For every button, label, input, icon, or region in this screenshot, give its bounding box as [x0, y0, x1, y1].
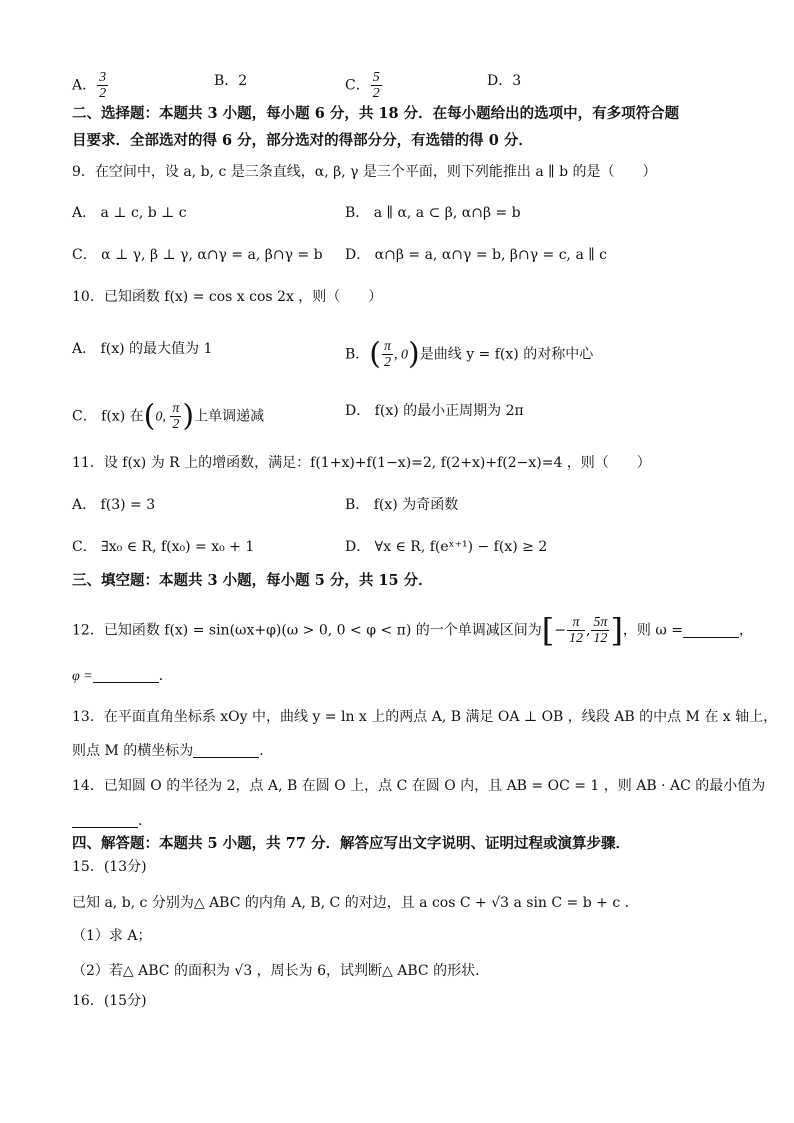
q12-tail1: ，则 ω =: [622, 622, 683, 639]
q12-stem: 12．已知函数 f(x) = sin(ωx+φ)(ω > 0, 0 < φ < π) 的一个单调减区间为: [72, 622, 542, 639]
q9-option-d: D． α∩β = a, α∩γ = b, β∩γ = c, a ∥ c: [345, 247, 607, 263]
answer-blank[interactable]: [193, 743, 259, 758]
numerator: π: [384, 339, 392, 354]
fraction: [567, 615, 585, 646]
q10-option-b: [345, 336, 594, 372]
q10-option-c-head: 0,: [155, 409, 170, 425]
denominator: 12: [568, 631, 583, 646]
left-paren: (: [369, 336, 382, 372]
right-paren: ): [408, 336, 420, 372]
q12-line2-lead: φ =: [72, 669, 93, 684]
q14-line2: [72, 811, 152, 831]
fraction: [382, 339, 393, 370]
q10-option-c-label: C． f(x) 在: [72, 408, 144, 425]
q13-line2-text: 则点 M 的横坐标为: [72, 743, 194, 759]
q9-option-c: C． α ⊥ γ, β ⊥ γ, α∩γ = a, β∩γ = b: [72, 247, 323, 263]
q15-part2: （2）若△ ABC 的面积为 √3 ，周长为 6，试判断△ ABC 的形状．: [72, 963, 490, 979]
q10-option-a: A． f(x) 的最大值为 1: [72, 341, 213, 357]
numerator: 5: [372, 70, 380, 85]
numerator: 3: [99, 70, 107, 85]
left-bracket: [: [541, 611, 555, 650]
q15-stem: 已知 a, b, c 分别为△ ABC 的内角 A, B, C 的对边，且 a cos C + √3 a sin C = b + c ．: [72, 895, 639, 911]
q14-line1: 14．已知圆 O 的半径为 2，点 A, B 在圆 O 上，点 C 在圆 O 内，且 AB = OC = 1 ，则 AB · AC 的最小值为: [72, 778, 766, 794]
section3-title: 三、填空题：本题共 3 小题，每小题 5 分，共 15 分．: [72, 572, 433, 589]
q10-option-d: D． f(x) 的最小正周期为 2π: [345, 403, 524, 419]
q8-option-c: [345, 70, 383, 101]
q10-option-c: [72, 398, 265, 434]
q13-line1: 13．在平面直角坐标系 xOy 中，曲线 y = ln x 上的两点 A, B 满足 OA ⊥ OB ，线段 AB 的中点 M 在 x 轴上，: [72, 709, 778, 725]
fraction: [97, 70, 108, 101]
denominator: 12: [593, 631, 608, 646]
q10-option-c-text: 上单调递减: [194, 408, 265, 425]
q11-option-c: C． ∃x₀ ∈ R, f(x₀) = x₀ + 1: [72, 539, 255, 555]
q11-stem: 11．设 f(x) 为 R 上的增函数，满足：f(1+x)+f(1−x)=2, f(2+x)+f(2−x)=4 ，则（ ）: [72, 455, 651, 471]
q16-head: 16．(15分): [72, 993, 147, 1009]
q10-option-b-tail: , 0: [394, 347, 409, 363]
q10-option-b-label: B．: [345, 346, 370, 363]
q11-option-d: D． ∀x ∈ R, f(eˣ⁺¹) − f(x) ≥ 2: [345, 539, 548, 555]
numerator: 5π: [593, 615, 608, 630]
answer-blank[interactable]: [683, 623, 739, 638]
q8-option-a: [72, 70, 109, 101]
q13-line2: [72, 741, 273, 761]
q11-option-a: A． f(3) = 3: [72, 497, 156, 513]
numerator: π: [172, 401, 180, 416]
q15-head: 15．(13分): [72, 859, 147, 875]
q11-option-b: B． f(x) 为奇函数: [345, 497, 459, 513]
left-paren: (: [143, 398, 156, 434]
q8-option-d: D．3: [487, 73, 522, 89]
right-paren: ): [182, 398, 195, 434]
q8-option-a-label: A．: [72, 77, 97, 94]
denominator: 2: [384, 355, 392, 370]
section4-title: 四、解答题：本题共 5 小题，共 77 分．解答应写出文字说明、证明过程或演算步骤．: [72, 835, 630, 852]
q13-line2-end: ．: [259, 743, 274, 759]
q10-stem: 10．已知函数 f(x) = cos x cos 2x ，则（ ）: [72, 289, 383, 305]
fraction: [591, 615, 609, 646]
q8-option-c-label: C．: [345, 77, 370, 94]
q12-line2-end: ．: [158, 668, 173, 684]
q12-line1: 12．已知函数 f(x) = sin(ωx+φ)(ω > 0, 0 < φ < π) 的一个单调减区间为[− $\frac{\pi}{12}$ , $\frac{5\pi}{12}$ ]，则 ω = ，: [72, 611, 753, 650]
answer-blank[interactable]: [93, 668, 159, 683]
fraction: [170, 401, 181, 432]
section2-line1: 二、选择题：本题共 3 小题，每小题 6 分，共 18 分．在每小题给出的选项中，有多项符合题: [72, 105, 680, 122]
denominator: 2: [99, 86, 107, 101]
numerator: π: [567, 615, 585, 631]
q9-option-a: A． a ⊥ c, b ⊥ c: [72, 205, 187, 221]
q9-option-b: B． a ∥ α, a ⊂ β, α∩β = b: [345, 205, 521, 221]
q12-line2: [72, 666, 173, 687]
q15-part1: （1）求 A；: [72, 928, 152, 944]
q12-tail2: ，: [738, 622, 753, 639]
answer-blank[interactable]: [72, 813, 138, 828]
denominator: 2: [172, 417, 180, 432]
q14-line2-end: ．: [138, 813, 152, 829]
section2-line2: 目要求．全部选对的得 6 分，部分选对的得部分分，有选错的得 0 分．: [72, 132, 533, 149]
denominator: 2: [372, 86, 380, 101]
fraction: [371, 70, 382, 101]
minus-sign: −: [554, 622, 566, 639]
q9-stem: 9．在空间中，设 a, b, c 是三条直线，α, β, γ 是三个平面，则下列能推出 a ∥ b 的是（ ）: [72, 164, 657, 180]
q10-option-b-text: 是曲线 y = f(x) 的对称中心: [419, 346, 594, 363]
right-bracket: ]: [610, 611, 623, 650]
q8-option-b: B．2: [214, 73, 248, 89]
